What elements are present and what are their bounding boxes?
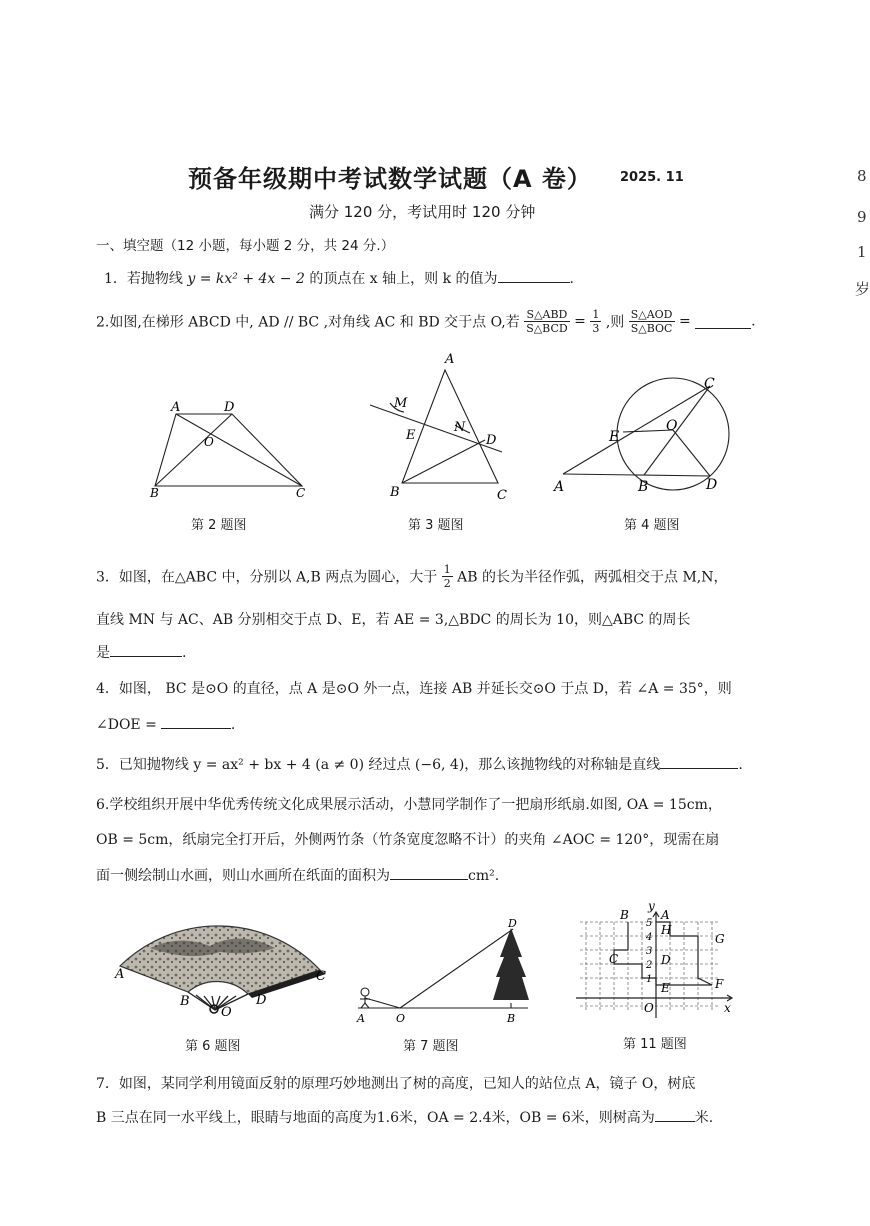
fig11-label-g: G: [715, 932, 725, 946]
figure-7-tree-mirror: [350, 915, 540, 1027]
fig2-label-a: A: [171, 400, 181, 415]
fig11-label-d: D: [661, 953, 671, 967]
fig4-label-c: C: [704, 376, 715, 392]
q2-end: .: [751, 313, 756, 330]
q6-answer-blank[interactable]: [390, 865, 468, 880]
q6-end: cm².: [468, 868, 500, 884]
fig3-label-a: A: [445, 352, 455, 367]
fig2-label-o: O: [204, 435, 214, 449]
margin-mark: 8: [857, 167, 867, 185]
margin-mark: 岁: [855, 280, 870, 298]
fig4-label-d: D: [706, 477, 718, 493]
q2-equals-1: =: [574, 313, 586, 330]
figure-6-fan: [110, 908, 335, 1026]
fig2-label-c: C: [296, 486, 306, 500]
fig11-label-y: y: [648, 899, 655, 913]
q4-text-b: ∠DOE =: [96, 717, 157, 733]
question-4-line-1: 4．如图， BC 是⊙O 的直径，点 A 是⊙O 外一点，连接 AB 并延长交⊙O 于点 D，若 ∠A = 35°，则: [96, 681, 732, 697]
question-6-line-2: OB = 5cm，纸扇完全打开后，外侧两竹条（竹条宽度忽略不计）的夹角 ∠AOC = 120°，现需在扇: [96, 832, 720, 848]
q2-fraction-2: $\frac{1}{3}$: [592, 308, 600, 335]
question-3-line-1: [96, 563, 728, 590]
fig3-label-e: E: [406, 428, 416, 443]
q1-text-b: 的顶点在 x 轴上，则 k 的值为: [304, 271, 498, 287]
q7-end: 米.: [694, 1110, 714, 1126]
q2-text-b: ,则: [605, 314, 625, 331]
fig7-label-o: O: [396, 1012, 406, 1025]
fig3-label-b: B: [390, 485, 400, 500]
fig4-label-e: E: [609, 429, 620, 445]
exam-date: 2025. 11: [620, 170, 684, 185]
fig6-label-d: D: [256, 993, 267, 1008]
fig2-label-d: D: [224, 400, 235, 415]
figure-11-grid: [572, 900, 742, 1025]
q4-answer-blank[interactable]: [161, 714, 231, 729]
figure-3-triangle: [360, 348, 520, 506]
page-title: 预备年级期中考试数学试题（A 卷）: [188, 165, 592, 193]
fig11-tick-3: 3: [646, 946, 653, 957]
fig3-label-d: D: [486, 433, 497, 448]
q1-expression: y = kx² + 4x − 2: [187, 271, 305, 287]
figure-2-trapezoid: [140, 395, 320, 500]
q3-text-b: AB 的长为半径作弧，两弧相交于点 M,N，: [457, 569, 728, 586]
q2-text-a: 2.如图,在梯形 ABCD 中, AD // BC ,对角线 AC 和 BD 交于点 O,若: [96, 314, 520, 331]
fig11-label-o: O: [644, 1001, 654, 1015]
question-6-line-1: 6.学校组织开展中华优秀传统文化成果展示活动，小慧同学制作了一把扇形纸扇.如图, OA = 15cm，: [96, 797, 722, 813]
margin-mark: 9: [857, 208, 867, 226]
question-6-line-3: [96, 865, 499, 885]
fig11-label-h: H: [661, 923, 672, 937]
caption-figure-3: 第 3 题图: [408, 518, 464, 533]
page-subtitle: 满分 120 分，考试用时 120 分钟: [309, 203, 536, 221]
figure-4-circle: [548, 370, 738, 498]
q2-equals-2: =: [678, 313, 691, 330]
question-4-line-2: [96, 714, 235, 733]
q4-end: .: [230, 717, 236, 733]
q5-answer-blank[interactable]: [660, 754, 738, 769]
question-3-line-3: [96, 642, 186, 662]
caption-figure-11: 第 11 题图: [623, 1037, 687, 1052]
q2-answer-blank[interactable]: [695, 314, 751, 329]
fig11-tick-5: 5: [646, 918, 653, 929]
fig2-label-b: B: [150, 486, 159, 500]
q1-text-a: 1．若抛物线: [104, 271, 188, 287]
question-7-line-1: 7．如图，某同学利用镜面反射的原理巧妙地测出了树的高度，已知人的站位点 A，镜子 O，树底: [96, 1076, 696, 1092]
q3-fraction: $\frac{1}{2}$: [443, 563, 451, 590]
fig4-label-o: O: [666, 418, 678, 434]
q5-end: .: [738, 757, 743, 773]
fig4-label-a: A: [554, 479, 565, 495]
q7-text-b: B 三点在同一水平线上，眼睛与地面的高度为1.6米，OA = 2.4米，OB = 6米，则树高为: [96, 1110, 655, 1126]
q2-fraction-3: $\frac{\text{S△AOD}}{\text{S△BOC}}$: [630, 308, 673, 335]
question-2: [96, 308, 756, 335]
fig7-label-d: D: [508, 917, 517, 930]
fig11-label-a: A: [661, 908, 670, 922]
caption-figure-2: 第 2 题图: [191, 518, 247, 533]
fig3-label-c: C: [497, 488, 507, 503]
question-5: [96, 754, 743, 774]
fig11-label-e: E: [661, 981, 670, 995]
section-heading: 一、填空题（12 小题，每小题 2 分，共 24 分.）: [96, 238, 395, 254]
q3-text-c: 是: [96, 645, 110, 661]
question-3-line-2: 直线 MN 与 AC、AB 分别相交于点 D、E，若 AE = 3,△BDC 的周长为 10，则△ABC 的周长: [96, 612, 691, 628]
fig11-tick-1: 1: [646, 974, 653, 985]
fig3-label-m: M: [394, 396, 408, 411]
fig6-label-b: B: [180, 994, 190, 1009]
fig7-label-b: B: [507, 1012, 516, 1025]
q3-answer-blank[interactable]: [110, 642, 182, 657]
fig11-label-b: B: [620, 908, 629, 922]
q3-end: .: [182, 645, 187, 661]
q5-text: 5．已知抛物线 y = ax² + bx + 4 (a ≠ 0) 经过点 (−6, 4)，那么该抛物线的对称轴是直线: [96, 757, 661, 773]
caption-figure-4: 第 4 题图: [624, 518, 680, 533]
margin-mark: 1: [857, 243, 867, 261]
q6-text-c: 面一侧绘制山水画，则山水画所在纸面的面积为: [96, 868, 390, 884]
fig6-label-o: O: [221, 1005, 232, 1020]
caption-figure-7: 第 7 题图: [403, 1039, 459, 1054]
fig11-label-c: C: [609, 952, 619, 966]
question-1: [104, 268, 574, 288]
q2-fraction-1: $\frac{\text{S△ABD}}{\text{S△BCD}}$: [526, 308, 568, 335]
fig6-label-c: C: [316, 969, 326, 984]
fig6-label-a: A: [115, 967, 125, 982]
q1-answer-blank[interactable]: [498, 268, 570, 283]
question-7-line-2: [96, 1107, 713, 1127]
fig4-label-b: B: [638, 479, 649, 495]
caption-figure-6: 第 6 题图: [185, 1039, 241, 1054]
fig11-label-x: x: [724, 1001, 731, 1015]
q7-answer-blank[interactable]: [655, 1107, 695, 1122]
fig3-label-n: N: [454, 420, 466, 435]
fig11-tick-2: 2: [646, 960, 653, 971]
fig11-tick-4: 4: [646, 932, 653, 943]
q1-end: .: [569, 271, 574, 287]
fig7-label-a: A: [357, 1012, 365, 1025]
fig11-label-f: F: [715, 977, 724, 991]
q3-text-a: 3．如图，在△ABC 中，分别以 A,B 两点为圆心，大于: [96, 569, 438, 586]
